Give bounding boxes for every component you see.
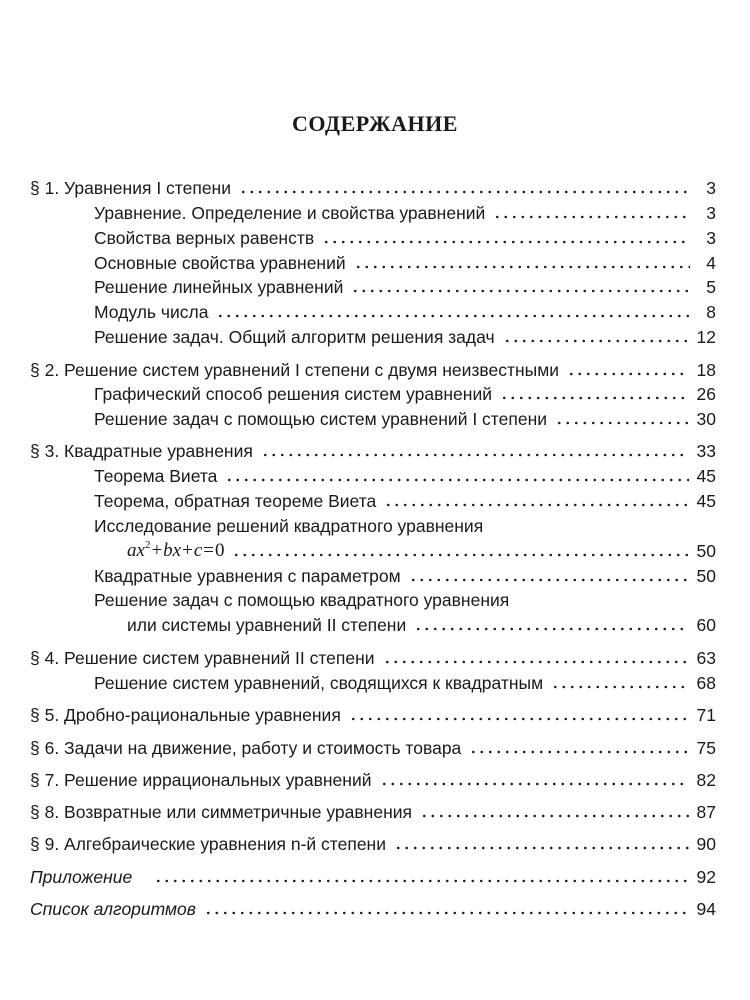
toc-entry-label: Квадратные уравнения с параметром [94,566,401,586]
toc-entry-label: Решение задач с помощью квадратного уравнения [94,590,510,610]
toc-page-number: 92 [696,867,716,887]
toc-entry-section-7[interactable] [0,765,750,791]
toc-entry-label: § 1. Уравнения I степени [30,178,231,198]
toc-entry-label: § 3. Квадратные уравнения [30,441,253,461]
toc-subentry[interactable] [0,486,750,512]
toc-page-number: 94 [696,899,716,919]
toc-subentry[interactable] [0,585,750,611]
toc-page-number: 4 [706,253,716,273]
toc-page-number: 60 [696,615,716,635]
toc-page-number: 3 [706,228,716,248]
toc-subentry[interactable] [0,297,750,323]
toc-page-number: 8 [706,302,716,322]
dot-leader [239,190,690,194]
toc-page-number: 33 [696,441,716,461]
dot-leader [567,372,688,376]
toc-page-number: 75 [696,738,716,758]
toc-subentry[interactable] [0,272,750,298]
dot-leader [555,421,689,425]
dot-leader [469,750,688,754]
toc-page-number: 50 [696,566,716,586]
toc-entry-label: § 2. Решение систем уравнений I степени с двумя неизвестными [30,360,560,380]
toc-page-number: 68 [696,673,716,693]
dot-leader [500,396,689,400]
dot-leader [380,782,689,786]
toc-page-number: 63 [696,648,716,668]
toc-entry-label: § 6. Задачи на движение, работу и стоимость товара [30,738,462,758]
dot-leader [349,717,689,721]
toc-page-number: 30 [696,409,716,429]
toc-page-number: 5 [706,277,716,297]
dot-leader [322,240,690,244]
toc-subentry[interactable] [0,248,750,274]
toc-entry-section-4[interactable] [0,643,750,669]
toc-entry-label: Исследование решений квадратного уравнения [94,516,484,536]
toc-page-number: 26 [696,384,716,404]
toc-entry-label: Приложение [30,867,133,887]
toc-entry-label: Уравнение. Определение и свойства уравнений [94,203,486,223]
toc-entry-label: § 4. Решение систем уравнений II степени [30,648,375,668]
toc-page-number: 82 [696,770,716,790]
dot-leader [493,215,690,219]
dot-leader [551,685,688,689]
toc-subentry[interactable] [0,404,750,430]
dot-leader [383,660,689,664]
toc-entry-section-9[interactable] [0,829,750,855]
toc-entry-label: Теорема Виета [94,466,218,486]
toc-page-number: 87 [696,802,716,822]
toc-entry-label: § 5. Дробно-рациональные уравнения [30,705,341,725]
toc-entry-section-3[interactable] [0,436,750,462]
toc-subentry[interactable] [0,511,750,537]
dot-leader [232,553,688,557]
toc-entry-label: Решение задач. Общий алгоритм решения задач [94,327,495,347]
toc-entry-label: Теорема, обратная теореме Виета [94,491,377,511]
quadratic-equation-formula: $ax^2+bx+c=0$ [127,539,225,561]
toc-entry-label: § 9. Алгебраические уравнения n-й степени [30,834,386,854]
toc-page-number: 12 [696,327,716,347]
toc-page-number: 45 [696,491,716,511]
toc-entry-label: Решение систем уравнений, сводящихся к квадратным [94,673,544,693]
toc-entry-label: Графический способ решения систем уравнений [94,384,492,404]
toc-page-number: 90 [696,834,716,854]
toc-subentry[interactable] [0,610,750,636]
toc-entry-label: Решение задач с помощью систем уравнений I степени [94,409,548,429]
toc-entry-section-5[interactable] [0,700,750,726]
toc-entry-label: Список алгоритмов [30,899,196,919]
dot-leader [503,339,689,343]
toc-entry-section-8[interactable] [0,797,750,823]
toc-entry-label: Основные свойства уравнений [94,253,346,273]
dot-leader [261,453,689,457]
toc-subentry[interactable] [0,461,750,487]
toc-entry-appendix[interactable] [0,862,750,888]
toc-subentry-formula[interactable] [0,536,750,562]
toc-entry-label: § 8. Возвратные или симметричные уравнения [30,802,412,822]
toc-entry-section-1[interactable] [0,173,750,199]
toc-entry-label: Свойства верных равенств [94,228,315,248]
toc-subentry[interactable] [0,561,750,587]
dot-leader [394,846,689,850]
toc-entry-algorithms[interactable] [0,894,750,920]
dot-leader [420,814,689,818]
dot-leader [225,478,688,482]
toc-subentry[interactable] [0,198,750,224]
toc-subentry[interactable] [0,379,750,405]
dot-leader [204,911,689,915]
dot-leader [354,265,690,269]
toc-page-number: 3 [706,203,716,223]
dot-leader [351,289,690,293]
page-title: СОДЕРЖАНИЕ [292,111,458,136]
toc-subentry[interactable] [0,668,750,694]
toc-entry-section-2[interactable] [0,355,750,381]
toc-page-number: 45 [696,466,716,486]
toc-entry-label: или системы уравнений II степени [127,615,407,635]
dot-leader [414,627,688,631]
dot-leader [384,503,688,507]
toc-entry-section-6[interactable] [0,733,750,759]
dot-leader [216,314,690,318]
toc-page-number: 3 [706,178,716,198]
toc-entry-label: Модуль числа [94,302,209,322]
toc-subentry[interactable] [0,223,750,249]
toc-page-number: 18 [696,360,716,380]
dot-leader [409,578,689,582]
toc-subentry[interactable] [0,322,750,348]
toc-page-number: 50 [696,541,716,561]
toc-entry-label: § 7. Решение иррациональных уравнений [30,770,372,790]
toc-page-number: 71 [696,705,716,725]
dot-leader [154,879,688,883]
toc-entry-label: Решение линейных уравнений [94,277,344,297]
